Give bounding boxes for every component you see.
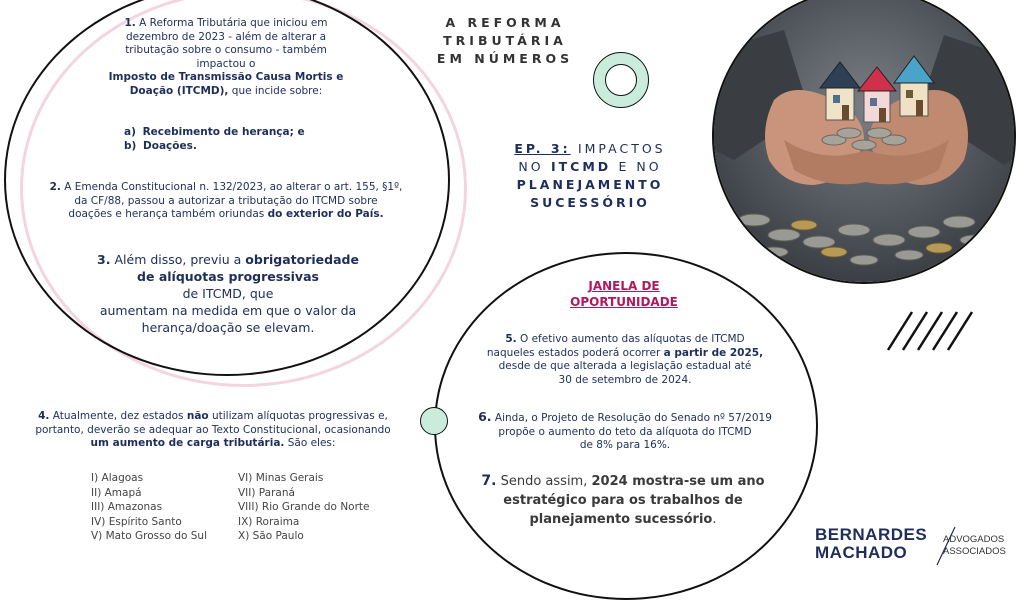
paragraph-1: 1. A Reforma Tributária que iniciou em dezembro de 2023 - além de alterar a tributação sobre o consumo - também impactou o Imposto de Transmissão Causa Mortis e Doação (ITCMD), que incide sobre:	[108, 17, 344, 97]
paragraph-2: 2. A Emenda Constitucional n. 132/2023, ao alterar o art. 155, §1º, da CF/88, passou a autorizar a tributação do ITCMD sobre doações e herança também oriundas do exterior do País.	[49, 181, 403, 220]
list-item: I) Alagoas	[91, 472, 144, 484]
bernardes-machado-logo: BERNARDES MACHADO ADVOGADOS ASSOCIADOS	[815, 526, 1015, 566]
mint-ring-center	[605, 64, 637, 96]
paragraph-1-list: a) Recebimento de herança; e b) Doações.	[124, 126, 305, 152]
list-item: III) Amazonas	[91, 501, 163, 514]
list-item: VI) Minas Gerais	[238, 472, 324, 484]
list-item: VIII) Rio Grande do Norte	[238, 501, 370, 514]
paragraph-5: 5. O efetivo aumento das alíquotas de ITCMD naqueles estados poderá ocorrer a partir de 2025, desde de que alterada a legislação estadual até 30 de setembro de 2024.	[486, 333, 764, 386]
list-item: VII) Paraná	[238, 486, 295, 499]
list-item: II) Amapá	[91, 486, 142, 499]
paragraph-7: 7. Sendo assim, 2024 mostra-se um ano estratégico para os trabalhos de planejamento sucessório.	[481, 473, 765, 527]
states-list-right	[238, 471, 398, 544]
list-item: IX) Roraima	[238, 515, 300, 528]
diagonal-lines-decoration	[884, 310, 976, 352]
main-title: A REFORMA TRIBUTÁRIA EM NÚMEROS	[436, 15, 574, 66]
episode-heading: EP. 3: IMPACTOS NO ITCMD E NO PLANEJAMENTO SUCESSÓRIO	[514, 141, 666, 210]
list-item: IV) Espírito Santo	[91, 515, 182, 528]
states-list-left	[91, 471, 237, 544]
list-item: V) Mato Grosso do Sul	[91, 530, 208, 543]
paragraph-4: 4. Atualmente, dez estados não utilizam alíquotas progressivas e, portanto, deverão se adequar ao Texto Constitucional, ocasionando um aumento de carga tributária. São eles:	[35, 410, 391, 449]
janela-heading: JANELA DE OPORTUNIDADE	[570, 279, 678, 309]
list-item: X) São Paulo	[238, 530, 304, 543]
hands-houses-coins-photo	[712, 0, 1016, 284]
paragraph-6: 6. Ainda, o Projeto de Resolução do Senado nº 57/2019 propõe o aumento do teto da alíquota do ITCMD de 8% para 16%.	[478, 409, 772, 451]
mint-dot-decoration	[420, 407, 448, 435]
paragraph-3: 3. Além disso, previu a obrigatoriedade de alíquotas progressivas de ITCMD, que aumentam na medida em que o valor da herança/doação se elevam.	[97, 252, 359, 335]
